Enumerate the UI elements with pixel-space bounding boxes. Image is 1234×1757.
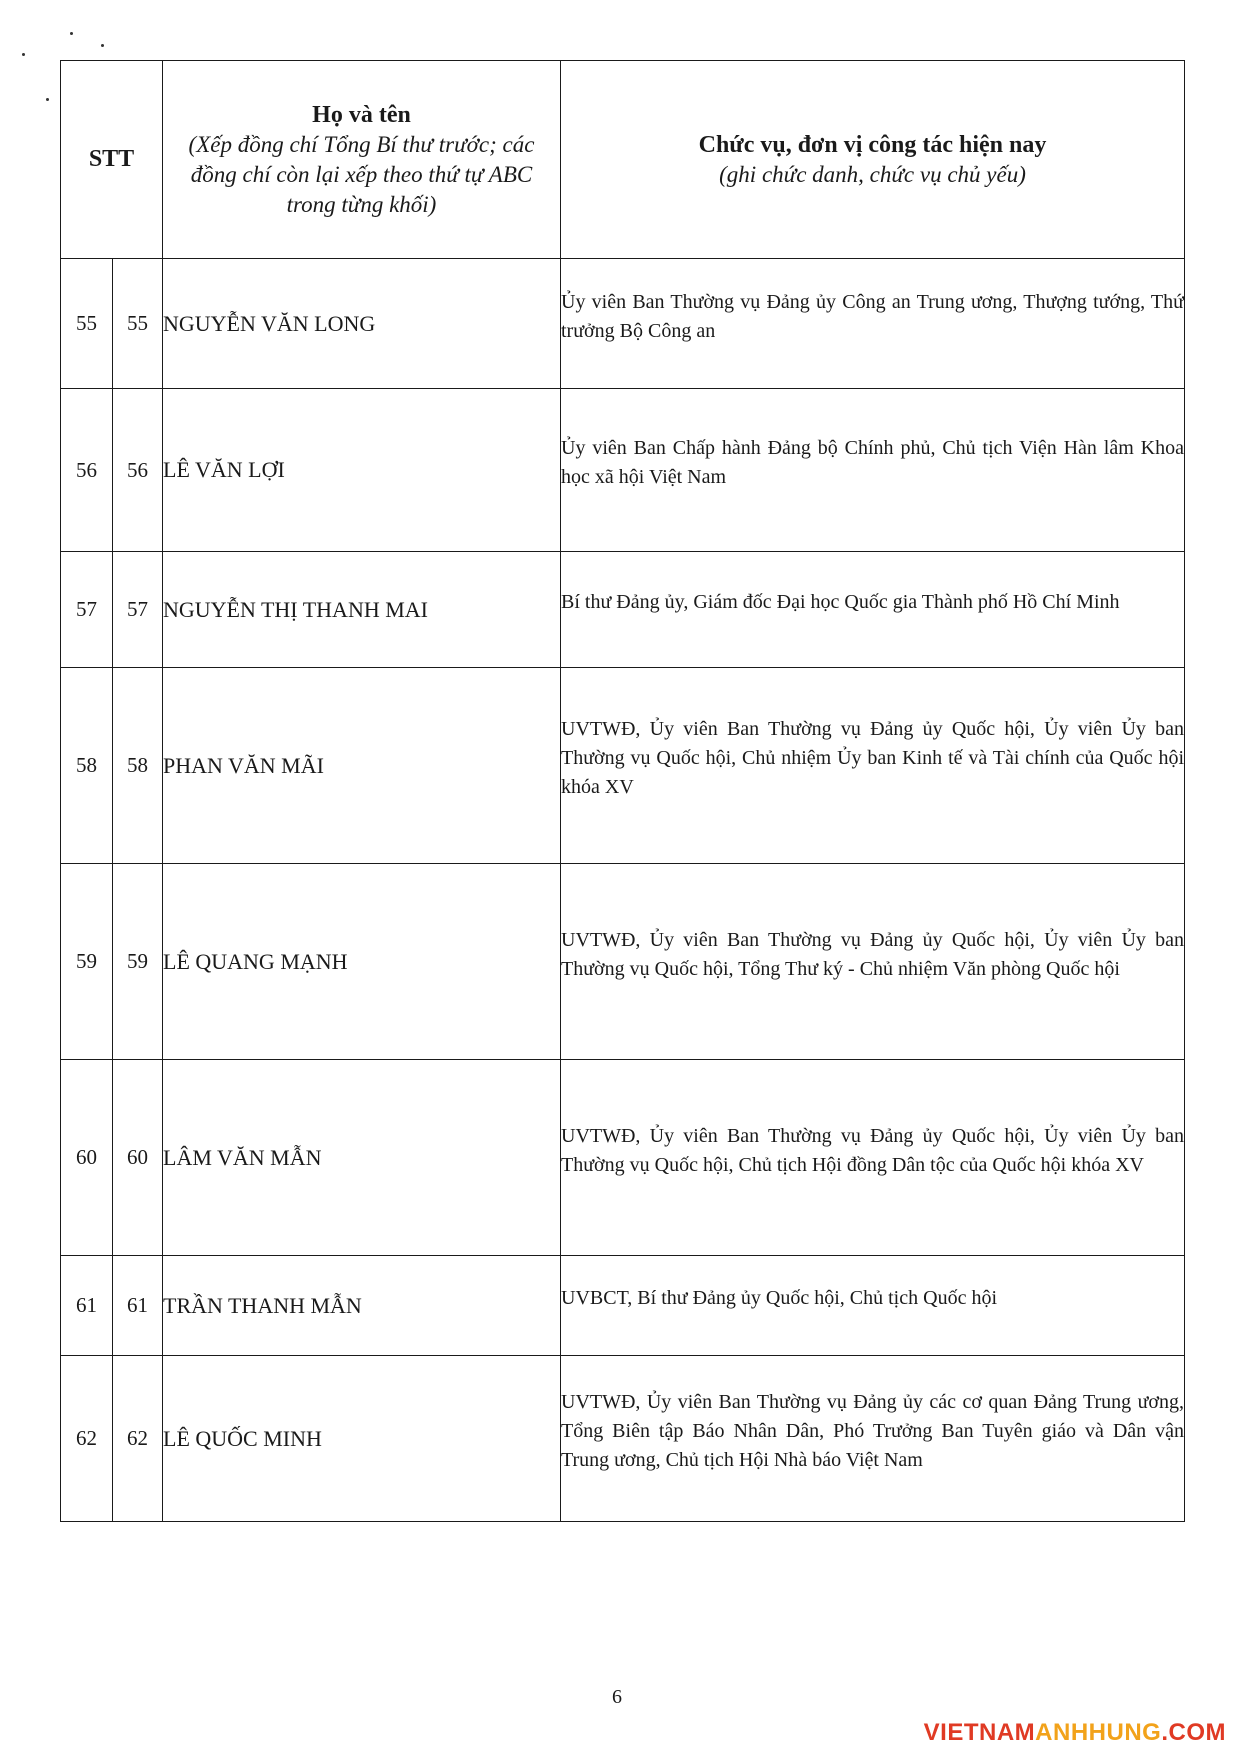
member-position (561, 864, 1185, 1060)
roster-table (60, 60, 1185, 1522)
table-row (61, 1060, 1185, 1256)
position-header (561, 61, 1185, 259)
table-row (61, 259, 1185, 389)
watermark-part-3: .COM (1161, 1719, 1226, 1746)
table-row (61, 1356, 1185, 1522)
scan-speck (101, 44, 104, 47)
member-position (561, 389, 1185, 552)
stt-index: 61 (61, 1256, 113, 1356)
position-text: UVBCT, Bí thư Đảng ủy Quốc hội, Chủ tịch Quốc hội (561, 1287, 997, 1309)
table-header-row (61, 61, 1185, 259)
watermark-part-1: VIETNAM (923, 1719, 1036, 1746)
member-name: LÊ VĂN LỢI (163, 389, 561, 552)
stt-index: 59 (61, 864, 113, 1060)
page-number: 6 (612, 1686, 622, 1708)
stt-index-secondary: 61 (113, 1256, 163, 1356)
member-position (561, 552, 1185, 668)
position-text: UVTWĐ, Ủy viên Ban Thường vụ Đảng ủy Quốc hội, Ủy viên Ủy ban Thường vụ Quốc hội, Chủ tịch Hội đồng Dân tộc của Quốc hội khóa XV (561, 1124, 1184, 1176)
member-name: LÂM VĂN MẪN (163, 1060, 561, 1256)
position-text: Ủy viên Ban Chấp hành Đảng bộ Chính phủ, Chủ tịch Viện Hàn lâm Khoa học xã hội Việt Nam (561, 437, 1184, 488)
scan-speck (46, 98, 49, 101)
stt-index-secondary: 59 (113, 864, 163, 1060)
stt-index-secondary: 55 (113, 259, 163, 389)
position-text: UVTWĐ, Ủy viên Ban Thường vụ Đảng ủy Quốc hội, Ủy viên Ủy ban Thường vụ Quốc hội, Tổng Thư ký - Chủ nhiệm Văn phòng Quốc hội (561, 928, 1184, 980)
member-name: LÊ QUỐC MINH (163, 1356, 561, 1522)
position-header-title: Chức vụ, đơn vị công tác hiện nay (698, 131, 1047, 158)
stt-index-secondary: 58 (113, 668, 163, 864)
position-text: UVTWĐ, Ủy viên Ban Thường vụ Đảng ủy Quốc hội, Ủy viên Ủy ban Thường vụ Quốc hội, Chủ nhiệm Ủy ban Kinh tế và Tài chính của Quốc hội khóa XV (561, 718, 1184, 798)
position-text: Ủy viên Ban Thường vụ Đảng ủy Công an Trung ương, Thượng tướng, Thứ trưởng Bộ Công an (561, 290, 1184, 342)
member-name: NGUYỄN THỊ THANH MAI (163, 552, 561, 668)
stt-index: 57 (61, 552, 113, 668)
stt-index-secondary: 57 (113, 552, 163, 668)
stt-index: 55 (61, 259, 113, 389)
position-header-note: (ghi chức danh, chức vụ chủ yếu) (719, 161, 1026, 187)
position-text: UVTWĐ, Ủy viên Ban Thường vụ Đảng ủy các cơ quan Đảng Trung ương, Tổng Biên tập Báo Nhân Dân, Phó Trưởng Ban Tuyên giáo và Dân vận Trung ương, Chủ tịch Hội Nhà báo Việt Nam (561, 1391, 1184, 1471)
watermark-part-2: ANHHUNG (1035, 1719, 1162, 1746)
member-position (561, 259, 1185, 389)
position-text: Bí thư Đảng ủy, Giám đốc Đại học Quốc gia Thành phố Hồ Chí Minh (561, 591, 1120, 613)
member-position (561, 1356, 1185, 1522)
table-row (61, 668, 1185, 864)
member-name: NGUYỄN VĂN LONG (163, 259, 561, 389)
scan-speck (22, 53, 25, 56)
name-header-title: Họ và tên (312, 101, 411, 128)
table-row (61, 389, 1185, 552)
site-watermark[interactable] (924, 1719, 1226, 1747)
stt-header: STT (61, 61, 163, 259)
table-row (61, 864, 1185, 1060)
stt-index: 62 (61, 1356, 113, 1522)
stt-index-secondary: 62 (113, 1356, 163, 1522)
stt-index: 58 (61, 668, 113, 864)
scan-speck (70, 32, 73, 35)
name-header-note: (Xếp đồng chí Tổng Bí thư trước; các đồng chí còn lại xếp theo thứ tự ABC trong từng khối) (188, 131, 535, 217)
name-header (163, 61, 561, 259)
member-position (561, 668, 1185, 864)
member-name: PHAN VĂN MÃI (163, 668, 561, 864)
member-position (561, 1256, 1185, 1356)
member-position (561, 1060, 1185, 1256)
stt-index: 56 (61, 389, 113, 552)
table-row (61, 552, 1185, 668)
stt-index: 60 (61, 1060, 113, 1256)
stt-index-secondary: 56 (113, 389, 163, 552)
stt-index-secondary: 60 (113, 1060, 163, 1256)
member-name: LÊ QUANG MẠNH (163, 864, 561, 1060)
table-row (61, 1256, 1185, 1356)
member-name: TRẦN THANH MẪN (163, 1256, 561, 1356)
